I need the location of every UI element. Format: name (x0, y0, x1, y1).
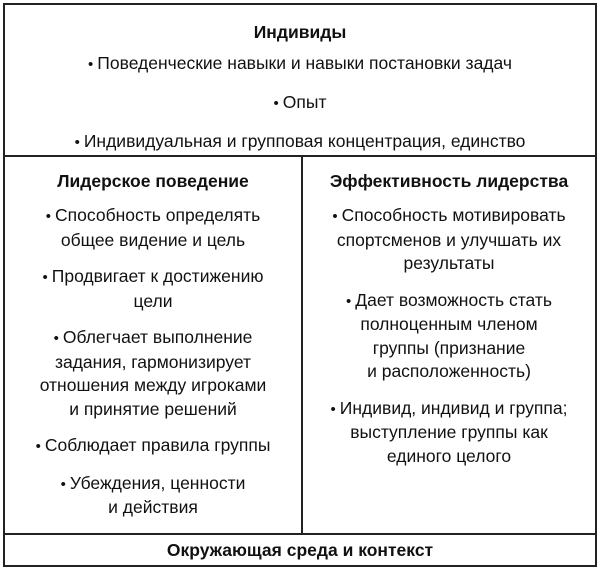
bullet-icon: • (60, 475, 66, 493)
leader-behavior-item (5, 265, 301, 313)
bullet-icon: • (330, 400, 336, 418)
individuals-list (5, 52, 595, 154)
bullet-icon: • (42, 269, 48, 286)
leadership-effectiveness-item-line: и расположенность) (367, 361, 531, 381)
leadership-effectiveness-item-line: Способность мотивировать (341, 205, 566, 225)
leadership-effectiveness-item-line: спортсменов и улучшать их (336, 229, 562, 250)
leader-behavior-title: Лидерское поведение (57, 171, 249, 191)
diagram-frame (3, 3, 597, 567)
leadership-effectiveness-item-line: выступление группы как (350, 422, 548, 442)
leader-behavior-item (5, 434, 301, 459)
leader-behavior-list (5, 204, 301, 520)
leader-behavior-item (5, 472, 301, 520)
leadership-effectiveness-item (303, 204, 595, 276)
individuals-title: Индивиды (253, 22, 347, 42)
leadership-effectiveness-column (303, 157, 595, 533)
leadership-effectiveness-item-line: единого целого (386, 445, 512, 466)
leadership-effectiveness-item-line: группы (признание (372, 337, 526, 358)
leadership-effectiveness-item (303, 289, 595, 384)
leader-behavior-item-line: Облегчает выполнение (62, 327, 253, 347)
leader-behavior-item-line: Соблюдает правила группы (44, 435, 271, 455)
leader-behavior-item-line: Продвигает к достижению (51, 266, 264, 286)
environment-section (5, 533, 595, 565)
leader-behavior-item-line: цели (133, 290, 173, 311)
leadership-effectiveness-item-line: Дает возможность стать (355, 289, 552, 310)
leader-behavior-item-line: и действия (108, 497, 198, 517)
leadership-effectiveness-item-line: Индивид, индивид и группа; (339, 397, 568, 418)
individuals-item-text: Индивидуальная и групповая концентрация, единство (83, 131, 526, 151)
bullet-icon: • (345, 292, 352, 310)
bullet-icon: • (332, 208, 338, 225)
leader-behavior-item-line: общее видение и цель (60, 229, 246, 250)
leader-behavior-item-line: Убеждения, ценности (69, 472, 246, 493)
leader-behavior-item-line: отношения между игроками (39, 375, 267, 395)
bullet-icon: • (45, 208, 52, 225)
bullet-icon: • (35, 438, 41, 455)
leader-behavior-item-line: Способность определять (55, 205, 261, 225)
environment-title: Окружающая среда и контекст (166, 539, 434, 560)
leader-behavior-item-line: и принятие решений (69, 398, 237, 419)
bullet-icon: • (273, 95, 279, 112)
leadership-effectiveness-item-line: результаты (403, 253, 495, 273)
individuals-item (5, 130, 595, 154)
leader-behavior-item (5, 326, 301, 421)
bullet-icon: • (74, 134, 80, 151)
leadership-effectiveness-item-line: полноценным членом (360, 314, 538, 334)
bullet-icon: • (53, 330, 59, 347)
leadership-effectiveness-list (303, 204, 595, 468)
leadership-effectiveness-item (303, 397, 595, 469)
leadership-effectiveness-title: Эффективность лидерства (329, 171, 569, 191)
leader-behavior-item (5, 204, 301, 252)
bullet-icon: • (88, 56, 94, 73)
individuals-item (5, 52, 595, 76)
individuals-section (5, 5, 595, 157)
individuals-item-text: Поведенческие навыки и навыки постановки задач (97, 53, 512, 73)
individuals-item-text: Опыт (282, 92, 327, 112)
leader-behavior-column (5, 157, 303, 533)
leader-behavior-item-line: задания, гармонизирует (54, 351, 252, 372)
individuals-item (5, 91, 595, 115)
